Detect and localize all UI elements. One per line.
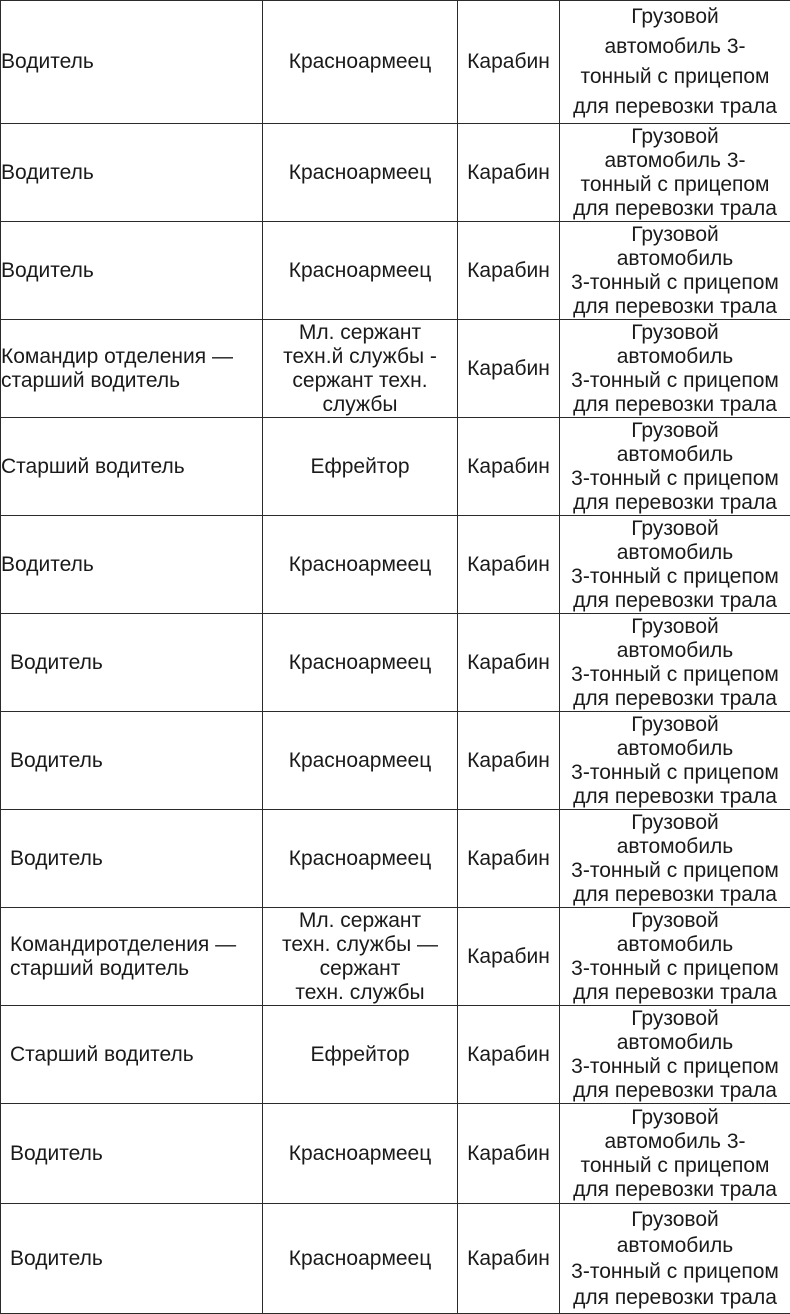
position-cell: Водитель [1,1,263,124]
position-cell: Водитель [1,810,263,908]
table-row [1,1006,790,1104]
table-row [1,1104,790,1204]
table-row [1,810,790,908]
weapon-cell: Карабин [458,124,560,222]
rank-cell: Красноармеец [263,516,458,614]
roster-table-body [1,1,790,1314]
vehicle-cell: Грузовой автомобиль 3-тонный с прицепом для перевозки трала [560,908,790,1006]
rank-cell: Красноармеец [263,810,458,908]
table-row [1,320,790,418]
position-cell: Водитель [1,124,263,222]
vehicle-cell: Грузовой автомобиль 3-тонный с прицепом для перевозки трала [560,418,790,516]
weapon-cell: Карабин [458,908,560,1006]
vehicle-cell: Грузовой автомобиль 3-тонный с прицепом для перевозки трала [560,1006,790,1104]
vehicle-cell: Грузовой автомобиль 3- тонный с прицепом для перевозки трала [560,124,790,222]
weapon-cell: Карабин [458,1204,560,1314]
vehicle-cell: Грузовой автомобиль 3- тонный с прицепом для перевозки трала [560,1,790,124]
rank-cell: Ефрейтор [263,1006,458,1104]
weapon-cell: Карабин [458,320,560,418]
position-cell: Водитель [1,1104,263,1204]
position-cell: Водитель [1,516,263,614]
table-row [1,516,790,614]
position-cell: Старший водитель [1,1006,263,1104]
vehicle-cell: Грузовой автомобиль 3-тонный с прицепом для перевозки трала [560,320,790,418]
position-cell: Водитель [1,1204,263,1314]
vehicle-cell: Грузовой автомобиль 3-тонный с прицепом для перевозки трала [560,516,790,614]
rank-cell: Красноармеец [263,614,458,712]
vehicle-cell: Грузовой автомобиль 3-тонный с прицепом для перевозки трала [560,614,790,712]
rank-cell: Красноармеец [263,1204,458,1314]
weapon-cell: Карабин [458,614,560,712]
vehicle-cell: Грузовой автомобиль 3-тонный с прицепом для перевозки трала [560,810,790,908]
position-cell: Командиротделения — старший водитель [1,908,263,1006]
weapon-cell: Карабин [458,810,560,908]
vehicle-cell: Грузовой автомобиль 3-тонный с прицепом для перевозки трала [560,1204,790,1314]
table-row [1,614,790,712]
rank-cell: Мл. сержант техн. службы — сержант техн. службы [263,908,458,1006]
table-row [1,1,790,124]
position-cell: Водитель [1,712,263,810]
position-cell: Водитель [1,222,263,320]
weapon-cell: Карабин [458,418,560,516]
position-cell: Старший водитель [1,418,263,516]
position-cell: Водитель [1,614,263,712]
weapon-cell: Карабин [458,1104,560,1204]
table-row [1,1204,790,1314]
rank-cell: Мл. сержант техн.й службы - сержант техн. службы [263,320,458,418]
table-row [1,908,790,1006]
vehicle-cell: Грузовой автомобиль 3-тонный с прицепом для перевозки трала [560,222,790,320]
rank-cell: Красноармеец [263,124,458,222]
rank-cell: Ефрейтор [263,418,458,516]
vehicle-cell: Грузовой автомобиль 3- тонный с прицепом для перевозки трала [560,1104,790,1204]
table-row [1,222,790,320]
position-cell: Командир отделения — старший водитель [1,320,263,418]
vehicle-cell: Грузовой автомобиль 3-тонный с прицепом для перевозки трала [560,712,790,810]
weapon-cell: Карабин [458,1,560,124]
rank-cell: Красноармеец [263,712,458,810]
table-row [1,418,790,516]
rank-cell: Красноармеец [263,1,458,124]
rank-cell: Красноармеец [263,1104,458,1204]
table-row [1,124,790,222]
weapon-cell: Карабин [458,222,560,320]
rank-cell: Красноармеец [263,222,458,320]
weapon-cell: Карабин [458,712,560,810]
weapon-cell: Карабин [458,1006,560,1104]
table-row [1,712,790,810]
weapon-cell: Карабин [458,516,560,614]
